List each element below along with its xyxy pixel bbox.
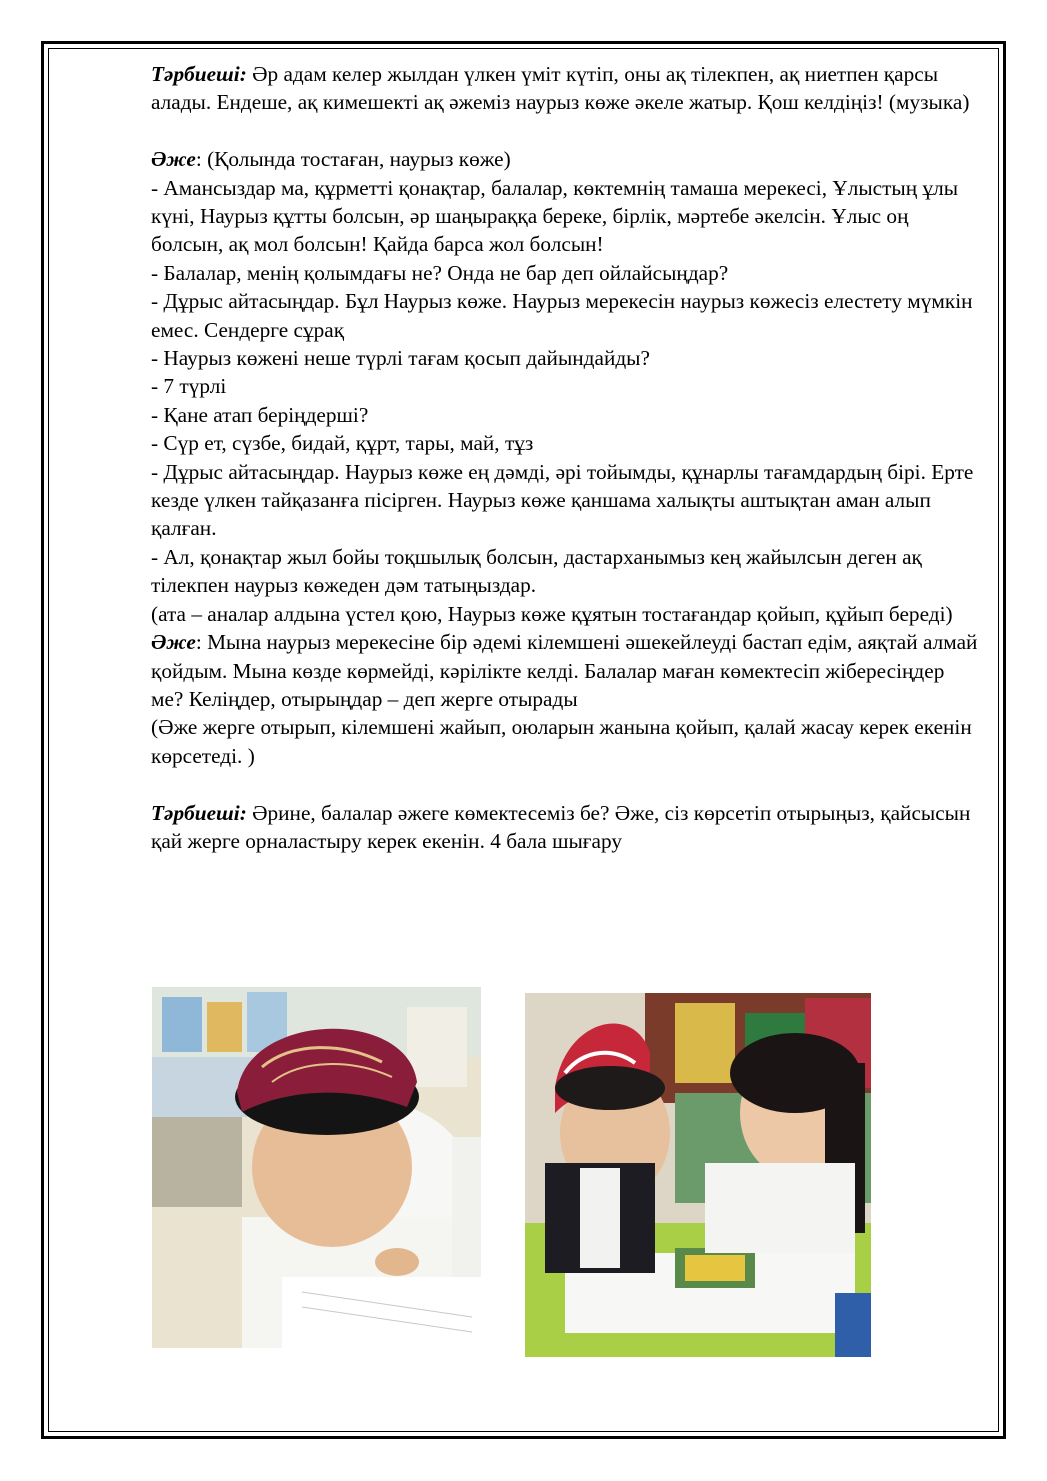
paragraph-text: - Қане атап беріңдерші? bbox=[151, 402, 369, 427]
paragraph-text: - Амансыздар ма, құрметті қонақтар, балалар, көктемнің тамаша мерекесі, Ұлыстың ұлы күні, Наурыз құтты болсын, әр шаңыраққа береке, бірлік, мәртебе әкелсін. Ұлыс оң болсын, ақ мол болсын! Қайда барса жол болсын! bbox=[151, 175, 964, 257]
paragraph-text: - 7 түрлі bbox=[151, 374, 227, 399]
speaker-label: Тәрбиеші: bbox=[151, 62, 247, 86]
paragraph-text: - Сүр ет, сүзбе, бидай, құрт, тары, май, тұз bbox=[151, 431, 534, 456]
paragraph bbox=[151, 429, 981, 457]
paragraph-text: - Балалар, менің қолымдағы не? Онда не бар деп ойлайсыңдар? bbox=[151, 260, 729, 285]
photo-boy-writing bbox=[152, 987, 481, 1348]
paragraph bbox=[151, 543, 981, 600]
paragraph-text: (Әже жерге отырып, кілемшені жайып, оюларын жанына қойып, қалай жасау керек екенін көрсетеді. ) bbox=[151, 715, 978, 768]
paragraph-text: Әр адам келер жылдан үлкен үміт күтіп, оны ақ тілекпен, ақ ниетпен қарсы алады. Ендеше, ақ кимешекті ақ әжеміз наурыз көже әкеле жатыр. Қош келдіңіз! (музыка) bbox=[151, 62, 970, 115]
paragraph bbox=[151, 287, 981, 344]
paragraph bbox=[151, 174, 981, 259]
paragraph bbox=[151, 372, 981, 400]
paragraph-text: - Наурыз көжені неше түрлі тағам қосып дайындайды? bbox=[151, 346, 650, 371]
paragraph bbox=[151, 401, 981, 429]
paragraph bbox=[151, 458, 981, 543]
speaker-label: Тәрбиеші: bbox=[151, 800, 247, 825]
document-body bbox=[151, 60, 981, 855]
paragraph bbox=[151, 713, 981, 770]
paragraph bbox=[151, 770, 981, 798]
paragraph-text: Әрине, балалар әжеге көмектесеміз бе? Әже, сіз көрсетіп отырыңыз, қайсысын қай жерге орналастыру керек екенін. 4 бала шығару bbox=[151, 800, 976, 853]
paragraph bbox=[151, 145, 981, 173]
paragraph-text: (ата – аналар алдына үстел қою, Наурыз көже құятын тостағандар қойып, құйып береді) bbox=[151, 601, 953, 626]
paragraph-text: : (Қолында тостаған, наурыз көже) bbox=[195, 147, 511, 172]
paragraph bbox=[151, 628, 981, 713]
paragraph-text: - Ал, қонақтар жыл бойы тоқшылық болсын, дастарханымыз кең жайылсын деген ақ тілекпен наурыз көжеден дәм татыңыздар. bbox=[151, 544, 928, 598]
paragraph-text: - Дұрыс айтасыңдар. Бұл Наурыз көже. Наурыз мерекесін наурыз көжесіз елестету мүмкін емес. Сендерге сұрақ bbox=[151, 289, 978, 342]
paragraph bbox=[151, 600, 981, 628]
paragraph-text: - Дұрыс айтасыңдар. Наурыз көже ең дәмді, әрі тойымды, құнарлы тағамдардың бірі. Ерте кезде үлкен тайқазанға пісірген. Наурыз көже қаншама халықты аштықтан аман алып қалған. bbox=[151, 459, 979, 541]
speaker-label: Әже bbox=[151, 630, 196, 655]
paragraph bbox=[151, 117, 981, 145]
paragraph bbox=[151, 799, 981, 856]
paragraph bbox=[151, 259, 981, 287]
paragraph-text: : Мына наурыз мерекесіне бір әдемі кілемшені әшекейлеуді бастап едім, аяқтай алмай қойдым. Мына көзде көрмейді, кәрілікте келді. Балалар маған көмектесіп жібересіңдер ме? Келіңдер, отырыңдар – деп жерге отырады bbox=[151, 630, 983, 711]
photo-girls-drawing bbox=[525, 993, 871, 1357]
paragraph bbox=[151, 60, 981, 117]
paragraph bbox=[151, 344, 981, 372]
speaker-label: Әже bbox=[151, 147, 196, 172]
